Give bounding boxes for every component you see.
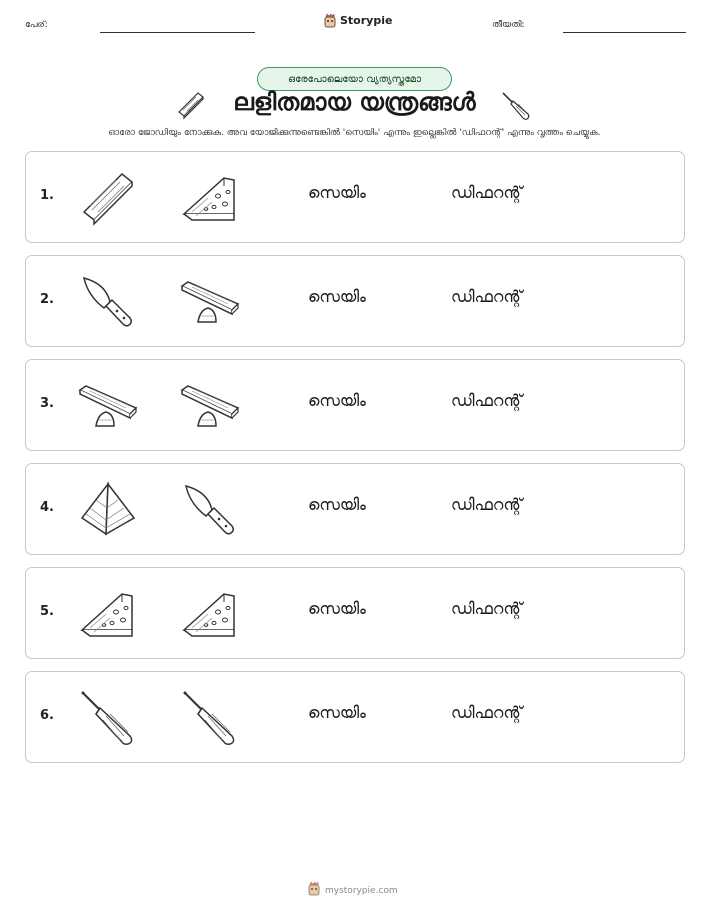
same-option[interactable]: സെയിം [308, 183, 366, 202]
different-option[interactable]: ഡിഫറന്റ് [451, 495, 523, 514]
storypie-mascot-icon [308, 881, 320, 900]
knife-icon [76, 270, 140, 334]
question-row [25, 151, 685, 243]
question-number: 6. [40, 708, 54, 723]
lever-icon [178, 270, 242, 334]
category-tag: ഒരേപോലെയോ വ്യത്യസ്തമോ [257, 67, 452, 91]
brand-name: Storypie [340, 13, 393, 27]
same-option[interactable]: സെയിം [308, 703, 366, 722]
question-row [25, 359, 685, 451]
question-number: 4. [40, 500, 54, 515]
question-number: 3. [40, 396, 54, 411]
same-option[interactable]: സെയിം [308, 599, 366, 618]
name-label: പേര്: [25, 20, 48, 30]
screwdriver-icon [178, 686, 242, 750]
different-option[interactable]: ഡിഫറന്റ് [451, 183, 523, 202]
knife-icon [178, 478, 242, 542]
question-number: 2. [40, 292, 54, 307]
footer-url: mystorypie.com [325, 885, 398, 896]
date-label: തീയതി: [492, 20, 525, 30]
same-option[interactable]: സെയിം [308, 495, 366, 514]
different-option[interactable]: ഡിഫറന്റ് [451, 599, 523, 618]
same-option[interactable]: സെയിം [308, 391, 366, 410]
question-row [25, 255, 685, 347]
different-option[interactable]: ഡിഫറന്റ് [451, 391, 523, 410]
instructions: ഓരോ ജോഡിയും നോക്കുക. അവ യോജിക്കുന്നുണ്ടെങ്കിൽ 'സെയിം' എന്നും ഇല്ലെങ്കിൽ 'ഡിഫറന്റ്' എന്നും വൃത്തം ചെയ്യുക. [108, 128, 601, 138]
lever-icon [76, 374, 140, 438]
question-row [25, 671, 685, 763]
footer [308, 881, 398, 900]
screwdriver-icon [76, 686, 140, 750]
different-option[interactable]: ഡിഫറന്റ് [451, 287, 523, 306]
same-option[interactable]: സെയിം [308, 287, 366, 306]
question-row [25, 463, 685, 555]
wedge-icon [178, 582, 242, 646]
plank-icon [76, 166, 140, 230]
pyramid-icon [76, 478, 140, 542]
wedge-icon [76, 582, 140, 646]
wedge-icon [178, 166, 242, 230]
worksheet-title: ലളിതമായ യന്ത്രങ്ങൾ [233, 88, 476, 116]
screwdriver-icon [500, 90, 532, 126]
question-number: 1. [40, 188, 54, 203]
question-number: 5. [40, 604, 54, 619]
name-line[interactable] [100, 32, 255, 33]
storypie-mascot-icon [324, 13, 336, 27]
brand-logo [324, 13, 392, 27]
question-row [25, 567, 685, 659]
date-line[interactable] [563, 32, 686, 33]
different-option[interactable]: ഡിഫറന്റ് [451, 703, 523, 722]
lever-icon [178, 374, 242, 438]
